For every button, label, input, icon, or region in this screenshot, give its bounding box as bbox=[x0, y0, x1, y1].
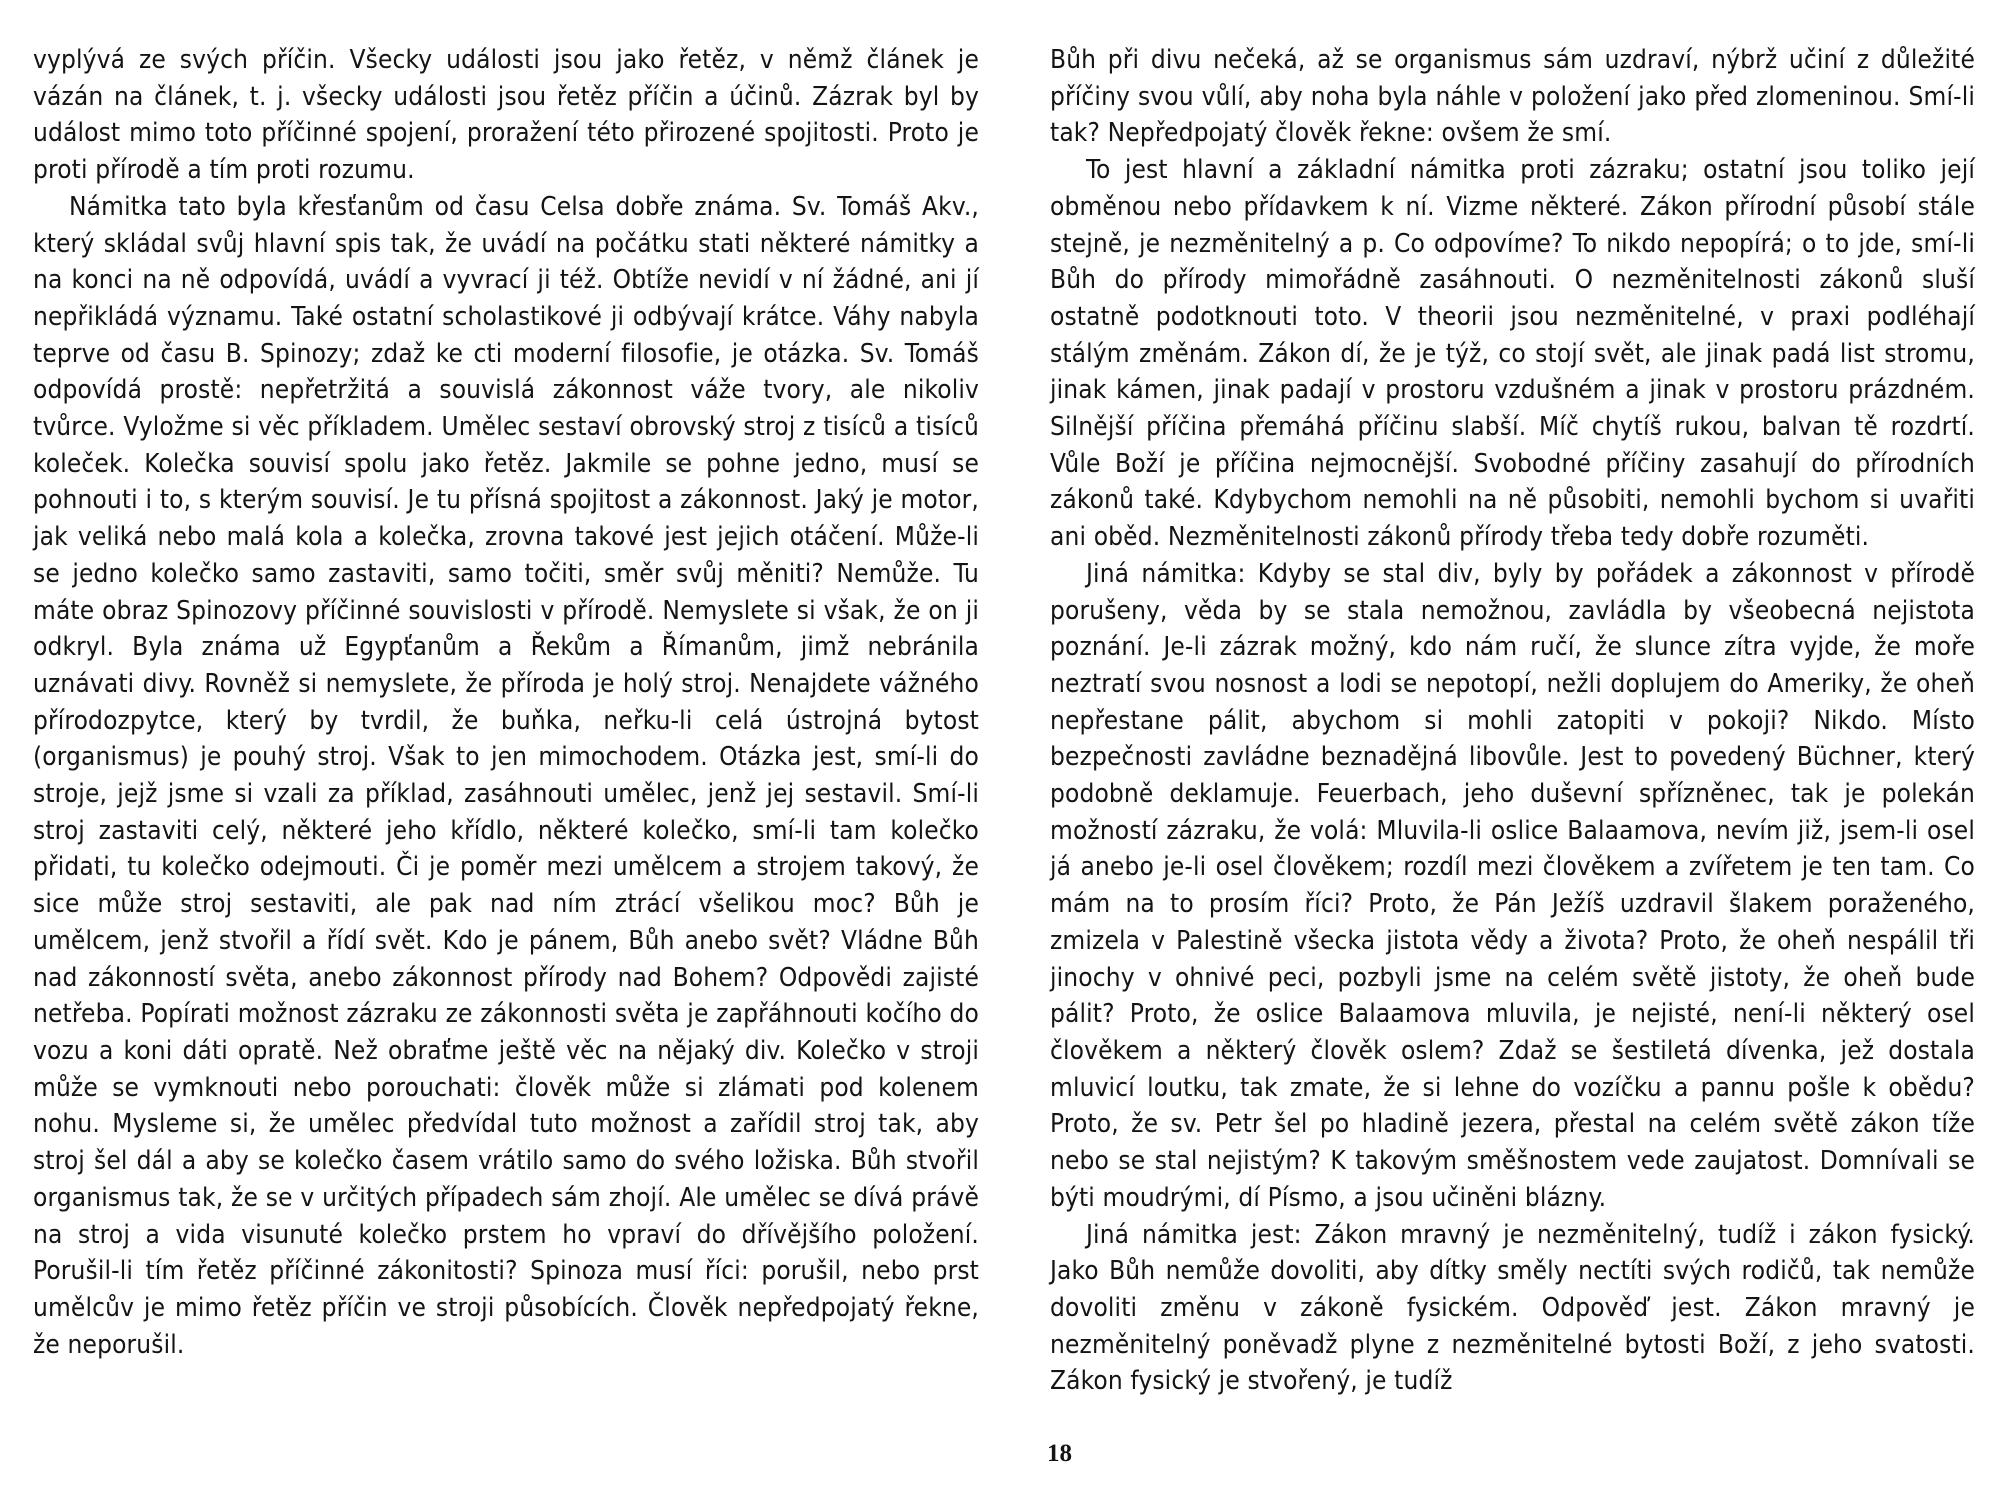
left-paragraph-continuation: vyplývá ze svých příčin. Všecky události jsou jako řetěz, v němž článek je vázán na článek, t. j. všecky události jsou řetěz příčin a účinů. Zázrak byl by událost mimo toto příčinné spojení, proražení této přirozené spojitosti. Proto je proti přírodě a tím proti rozumu. bbox=[33, 45, 979, 186]
right-paragraph-continuation: Bůh při divu nečeká, až se organismus sám uzdraví, nýbrž učiní z důležité příčiny svou vůlí, aby noha byla náhle v položení jako před zlomeninou. Smí-li tak? Nepředpojatý člověk řekne: ovšem že smí. bbox=[1050, 45, 1975, 149]
left-paragraph-celsus-objection: Námitka tato byla křesťanům od času Celsa dobře známa. Sv. Tomáš Akv., který skládal svůj hlavní spis tak, že uvádí na počátku stati některé námitky a na konci na ně odpovídá, uvádí a vyvrací ji též. Obtíže nevidí v ní žádné, ani jí nepřikládá významu. Také ostatní scholastikové ji odbývají krátce. Váhy nabyla teprve od času B. Spinozy; zdaž ke cti moderní filosofie, je otázka. Sv. Tomáš odpovídá prostě: nepřetržitá a souvislá zákonnost váže tvory, ale nikoliv tvůrce. Vyložme si věc příkladem. Umělec sestaví obrovský stroj z tisíců a tisíců koleček. Kolečka souvisí spolu jako řetěz. Jakmile se pohne jedno, musí se pohnouti i to, s kterým souvisí. Je tu přísná spojitost a zákonnost. Jaký je motor, jak veliká nebo malá kola a kolečka, zrovna takové jest jejich otáčení. Může-li se jedno kolečko samo zastaviti, samo točiti, směr svůj měniti? Nemůže. Tu máte obraz Spinozovy příčinné souvislosti v přírodě. Nemyslete si však, že on ji odkryl. Byla známa už Egypťanům a Řekům a Římanům, jimž nebránila uznávati divy. Rovněž si nemyslete, že příroda je holý stroj. Nenajdete vážného přírodozpytce, který by tvrdil, že buňka, neřku-li celá ústrojná bytost (organismus) je pouhý stroj. Však to jen mimochodem. Otázka jest, smí-li do stroje, jejž jsme si vzali za příklad, zasáhnouti umělec, jenž jej sestavil. Smí-li stroj zastaviti celý, některé jeho křídlo, některé kolečko, smí-li tam kolečko přidati, tu kolečko odejmouti. Či je poměr mezi umělcem a strojem takový, že sice může stroj sestaviti, ale pak nad ním ztrácí všelikou moc? Bůh je umělcem, jenž stvořil a řídí svět. Kdo je pánem, Bůh anebo svět? Vládne Bůh nad zákonností světa, anebo zákonnost přírody nad Bohem? Odpovědi zajisté netřeba. Popírati možnost zázraku ze zákonnosti světa je zapřáhnouti kočího do vozu a koni dáti opratě. Než obraťme ještě věc na nějaký div. Kolečko v stroji může se vymknouti nebo porouchati: člověk může si zlámati pod kolenem nohu. Mysleme si, že umělec předvídal tuto možnost a zařídil stroj tak, aby stroj šel dál a aby se kolečko časem vrátilo samo do svého ložiska. Bůh stvořil organismus tak, že se v určitých případech sám zhojí. Ale umělec se dívá právě na stroj a vida visunuté kolečko prstem ho vpraví do dřívějšího položení. Porušil-li tím řetěz příčinné zákonitosti? Spinoza musí říci: porušil, nebo prst umělcův je mimo řetěz příčin ve stroji působících. Člověk nepředpojatý řekne, že neporušil. bbox=[33, 191, 979, 1360]
right-paragraph-other-objection: Jiná námitka: Kdyby se stal div, byly by pořádek a zákonnost v přírodě porušeny, věda by se stala nemožnou, zavládla by všeobecná nejistota poznání. Je-li zázrak možný, kdo nám ručí, že slunce zítra vyjde, že moře neztratí svou nosnost a lodi se nepotopí, nežli doplujem do Ameriky, že oheň nepřestane pálit, abychom si mohli zatopiti v pokoji? Nikdo. Místo bezpečnosti zavládne beznadějná libovůle. Jest to povedený Büchner, který podobně deklamuje. Feuerbach, jeho duševní spřízněnec, tak je polekán možností zázraku, že volá: Mluvila-li oslice Balaamova, nevím již, jsem-li osel já anebo je-li osel člověkem; rozdíl mezi člověkem a zvířetem je ten tam. Co mám na to prosím říci? Proto, že Pán Ježíš uzdravil šlakem poraženého, zmizela v Palestině všecka jistota vědy a života? Proto, že oheň nespálil tři jinochy v ohnivé peci, pozbyli jsme na celém světě jistoty, že oheň bude pálit? Proto, že oslice Balaamova mluvila, je nejisté, není-li některý osel člověkem a některý člověk oslem? Zdaž se šestiletá dívenka, jež dostala mluvicí loutku, tak zmate, že si lehne do vozíčku a pannu pošle k obědu? Proto, že sv. Petr šel po hladině jezera, přestal na celém světě zákon tíže nebo se stal nejistým? K takovým směšnostem vede zaujatost. Domnívali se býti moudrými, dí Písmo, a jsou učiněni blázny. bbox=[1050, 558, 1975, 1213]
right-page-column bbox=[1050, 42, 1975, 1400]
page-number: 18 bbox=[1047, 1440, 1072, 1467]
right-paragraph-moral-law-objection: Jiná námitka jest: Zákon mravný je nezměnitelný, tudíž i zákon fysický. Jako Bůh nemůže dovoliti, aby dítky směly nectíti svých rodičů, tak nemůže dovoliti změnu v zákoně fysickém. Odpověď jest. Zákon mravný je nezměnitelný poněvadž plyne z nezměnitelné bytosti Boží, z jeho svatosti. Zákon fysický je stvořený, je tudíž bbox=[1050, 1219, 1975, 1397]
right-paragraph-main-objection: To jest hlavní a základní námitka proti zázraku; ostatní jsou toliko její obměnou nebo přídavkem k ní. Vizme některé. Zákon přírodní působí stále stejně, je nezměnitelný a p. Co odpovíme? To nikdo nepopírá; o to jde, smí-li Bůh do přírody mimořádně zasáhnouti. O nezměnitelnosti zákonů sluší ostatně podotknouti toto. V theorii jsou nezměnitelné, v praxi podléhají stálým změnám. Zákon dí, že je týž, co stojí svět, ale jinak padá list stromu, jinak kámen, jinak padají v prostoru vzdušném a jinak v prostoru prázdném. Silnější příčina přemáhá příčinu slabší. Míč chytíš rukou, balvan tě rozdrtí. Vůle Boží je příčina nejmocnější. Svobodné příčiny zasahují do přírodních zákonů také. Kdybychom nemohli na ně působiti, nemohli bychom si uvařiti ani oběd. Nezměnitelnosti zákonů přírody třeba tedy dobře rozuměti. bbox=[1050, 155, 1975, 553]
left-page-column bbox=[33, 42, 979, 1363]
